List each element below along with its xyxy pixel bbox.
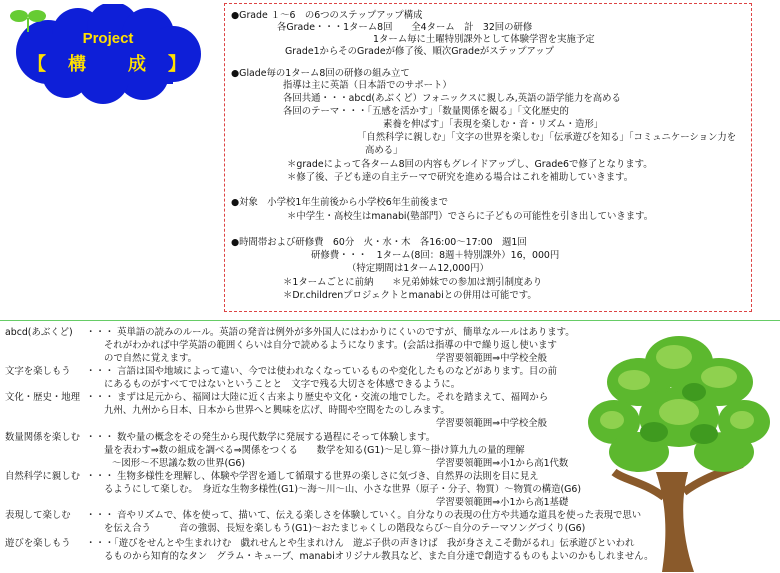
topic-text: ・・・ まずは足元から、福岡は大陸に近く古来より歴史や文化・交流の地でした。それを踏まえて、福岡から	[86, 392, 549, 403]
topic-text: ・・・ 生物多様性を理解し、体験や学習を通して循環する世界の楽しさに気づき、自然界の法則を目に見え	[86, 471, 539, 482]
topic-text: るようにして楽しむ。 身近な生物多様性(G1)～海～川～山、小さな世界（原子・分子、物質）～物質の構造(G6)	[104, 484, 582, 495]
overview-line: ●Grade １～6 の6つのステップアップ構成	[231, 10, 423, 21]
topic-text: ・・・ 言語は国や地域によって違い、今では使われなくなっているものや変化したものなどがあります。目の前	[86, 366, 557, 377]
overview-line: 指導は主に英語（日本語でのサポート）	[283, 80, 452, 91]
topic-label: abcd(あぶくど)	[5, 327, 73, 338]
overview-line: 1ターム毎に土曜特別課外として体験学習を実施予定	[373, 34, 595, 45]
overview-line: ●時間帯および研修費 60分 火・水・木 各16:00～17:00 週1回	[231, 237, 527, 248]
section-divider	[0, 320, 780, 321]
overview-line: 高める」	[365, 145, 403, 156]
topic-text: を伝え合う 音の強弱、長短を楽しもう(G1)～おたまじゃくしの階段ならび～自分のテーマソングづくり(G6)	[104, 523, 586, 534]
overview-line: ●対象 小学校1年生前後から小学校6年生前後まで	[231, 197, 448, 208]
project-cloud-badge	[8, 4, 208, 106]
overview-line: ＊gradeによって各ターム8回の内容もグレイドアップし、Grade6で修了となります。	[287, 159, 653, 170]
overview-line: 「自然科学に親しむ」「文字の世界を楽しむ」「伝承遊びを知る」「コミュニケーション力を	[357, 132, 737, 143]
topic-text: 量を表わす⇒数の組成を調べる⇒関係をつくる 数学を知る(G1)～足し算～掛け算九九の量的理解	[104, 445, 525, 456]
composition-heading: 【 構 成 】	[28, 54, 188, 74]
topic-text: ので自然に覚えます。	[104, 353, 197, 364]
topic-label: 遊びを楽しもう	[5, 538, 71, 549]
curriculum-range: 学習要領範囲⇒小1から高1基礎	[436, 497, 569, 508]
overview-line: ＊Dr.childrenプロジェクトとmanabiとの併用は可能です。	[283, 290, 537, 301]
overview-line: 研修費・・・ 1ターム(8回：8週＋特別課外）16，000円	[311, 250, 560, 261]
topic-text: ・・・「遊びをせんとや生まれけむ 戯れせんとや生まれけん 遊ぶ子供の声きけば 我が身さえこそ動がるれ」伝承遊びといわれ	[86, 538, 635, 549]
curriculum-range: 学習要領範囲⇒中学校全般	[436, 418, 547, 429]
topic-text: ～図形～不思議な数の世界(G6)	[112, 458, 246, 469]
overview-line: ＊中学生・高校生はmanabi(塾部門）でさらに子どもの可能性を引き出していきます。	[287, 211, 654, 222]
topic-text: 九州、九州から日本、日本から世界へと興味を広げ、時間や空間をたのしみます。	[104, 405, 450, 416]
topic-text: ・・・ 数や量の概念をその発生から現代数学に発展する過程にそって体験します。	[86, 432, 436, 443]
overview-line: Grade1からそのGradeが修了後、順次Gradeがステップアップ	[285, 46, 554, 57]
overview-line: （特定期間は1ターム12,000円）	[347, 263, 489, 274]
topic-text: にあるものがすべてではないということと 文字で残る大切さを体感できるように。	[104, 379, 461, 390]
topic-label: 文字を楽しもう	[5, 366, 71, 377]
curriculum-range: 学習要領範囲⇒小1から高1代数	[436, 458, 569, 469]
overview-line: 各Grade・・・1ターム8回 全4ターム 計 32回の研修	[277, 22, 533, 33]
topic-label: 数量関係を楽しむ	[5, 432, 81, 443]
sprout-icon	[8, 4, 48, 34]
overview-line: ●Glade毎の1ターム8回の研修の組み立て	[231, 68, 410, 79]
topic-label: 文化・歴史・地理	[5, 392, 81, 403]
topic-label: 自然科学に親しむ	[5, 471, 81, 482]
topic-text: それがわかれば中学英語の範囲くらいは自分で読めるようになります。(会話は指導の中で繰り返し使います	[104, 340, 557, 351]
topic-text: ・・・ 音やリズムで、体を使って、描いて、伝える楽しさを体験していく。自分なりの表現の仕方や共通な道具を使った表現で思い	[86, 510, 642, 521]
overview-line: 各回のテーマ・・・「五感を活かす」「数量関係を観る」「文化歴史的	[283, 106, 569, 117]
curriculum-range: 学習要領範囲⇒中学校全般	[436, 353, 547, 364]
topic-text: ・・・ 英単語の読みのルール。英語の発音は例外が多外国人にはわかりにくいのですが、簡単なルールはあります。	[86, 327, 575, 338]
overview-box	[224, 3, 752, 312]
overview-line: ＊修了後、子ども達の自主テーマで研究を進める場合はこれを補助していきます。	[287, 172, 634, 183]
overview-line: 素養を伸ばす」「表現を楽しむ・音・リズム・造形」	[383, 119, 604, 130]
topic-label: 表現して楽しむ	[5, 510, 71, 521]
project-title: Project	[82, 30, 134, 47]
overview-line: 各回共通・・・abcd(あぶくど）フォニックスに親しみ,英語の語学能力を高める	[283, 93, 621, 104]
overview-line: ＊1タームごとに前納 ＊兄弟姉妹での参加は割引制度あり	[283, 277, 543, 288]
topic-text: るものから知育的なタン グラム・キューブ、manabiオリジナル教具など、また自分達で創造するものもよいのかもしれません。	[104, 551, 654, 562]
tree-illustration	[584, 322, 774, 572]
